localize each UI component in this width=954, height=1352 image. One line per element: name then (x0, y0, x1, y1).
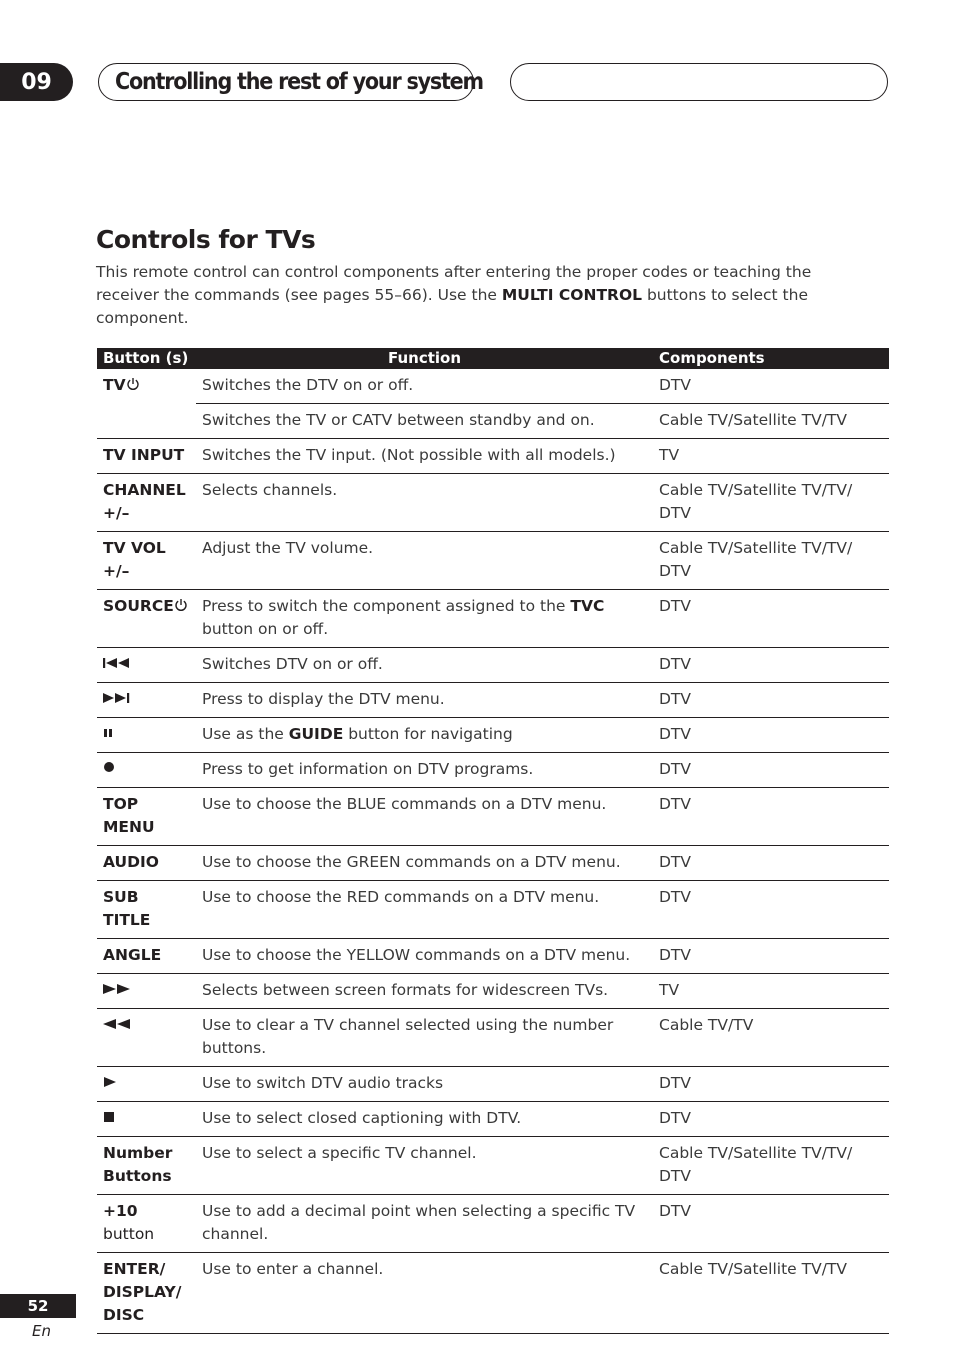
table-row (97, 718, 889, 753)
function-cell: Use to choose the RED commands on a DTV menu. (196, 881, 653, 939)
button-cell: ENTER/ DISPLAY/ DISC (97, 1253, 196, 1334)
table-row (97, 788, 889, 846)
button-cell: TOP MENU (97, 788, 196, 846)
header-button: Button (s) (97, 348, 196, 369)
function-cell: Use to select closed captioning with DTV. (196, 1102, 653, 1137)
function-bold-term: TVC (570, 597, 605, 615)
function-cell: Press to get information on DTV programs. (196, 753, 653, 788)
fast-forward-icon (103, 983, 133, 995)
record-icon (103, 760, 117, 774)
next-track-icon (103, 692, 133, 704)
stop-icon (103, 1111, 115, 1123)
function-text: Press to switch the component assigned to the (202, 597, 571, 615)
components-cell: Cable TV/Satellite TV/TV/ DTV (653, 532, 889, 590)
button-cell: TV VOL +/– (97, 532, 196, 590)
button-cell (97, 683, 196, 718)
chapter-number-badge: 09 (0, 63, 73, 101)
button-label: +10 (103, 1202, 138, 1220)
function-cell: Switches the TV or CATV between standby and on. (196, 404, 653, 439)
function-text: button for navigating (343, 725, 513, 743)
power-icon (174, 598, 188, 612)
function-cell: Adjust the TV volume. (196, 532, 653, 590)
components-cell: TV (653, 439, 889, 474)
pause-icon (103, 727, 115, 739)
button-label: TV (103, 376, 126, 394)
components-cell: DTV (653, 648, 889, 683)
section-heading: Controls for TVs (96, 225, 316, 254)
button-cell: TV INPUT (97, 439, 196, 474)
function-cell: Switches the DTV on or off. (196, 369, 653, 404)
table-row (97, 846, 889, 881)
play-icon (103, 1076, 117, 1088)
components-cell: DTV (653, 881, 889, 939)
components-cell: DTV (653, 590, 889, 648)
table-header-row (97, 348, 889, 369)
table-row (97, 532, 889, 590)
components-cell: DTV (653, 1102, 889, 1137)
table-row (97, 1253, 889, 1334)
components-cell: DTV (653, 939, 889, 974)
components-cell: DTV (653, 1195, 889, 1253)
button-label-suffix: button (103, 1225, 155, 1243)
button-cell (97, 1009, 196, 1067)
function-bold-term: GUIDE (288, 725, 344, 743)
table-row (97, 1137, 889, 1195)
function-cell: Selects channels. (196, 474, 653, 532)
button-cell: CHANNEL +/– (97, 474, 196, 532)
button-label: SOURCE (103, 597, 174, 615)
table-row (97, 474, 889, 532)
table-row (97, 881, 889, 939)
function-cell: Use to switch DTV audio tracks (196, 1067, 653, 1102)
button-cell: SUB TITLE (97, 881, 196, 939)
intro-text-start: This remote control can control components after entering the proper codes or teaching the receiver the commands (see pages 55–66). Use the (96, 263, 812, 304)
intro-text-end: buttons to select the component. (96, 286, 808, 327)
button-cell (97, 1102, 196, 1137)
button-cell: ANGLE (97, 939, 196, 974)
header-function: Function (196, 348, 653, 369)
power-icon (126, 377, 140, 391)
button-cell (97, 718, 196, 753)
function-text: Use as the (202, 725, 289, 743)
intro-paragraph (96, 261, 856, 330)
table-row (97, 683, 889, 718)
components-cell: Cable TV/Satellite TV/TV/ DTV (653, 1137, 889, 1195)
components-cell: Cable TV/TV (653, 1009, 889, 1067)
components-cell: Cable TV/Satellite TV/TV (653, 404, 889, 439)
button-cell (97, 753, 196, 788)
function-cell: Selects between screen formats for widescreen TVs. (196, 974, 653, 1009)
function-cell: Use to choose the BLUE commands on a DTV menu. (196, 788, 653, 846)
function-cell: Use to choose the GREEN commands on a DTV menu. (196, 846, 653, 881)
table-row (97, 648, 889, 683)
header-components: Components (653, 348, 889, 369)
header-blank-frame (510, 63, 888, 101)
controls-table (97, 348, 889, 1334)
components-cell: DTV (653, 788, 889, 846)
table-row (97, 590, 889, 648)
components-cell: DTV (653, 683, 889, 718)
components-cell: TV (653, 974, 889, 1009)
function-text: button on or off. (202, 620, 329, 638)
function-cell: Use to clear a TV channel selected using the number buttons. (196, 1009, 653, 1067)
button-cell (97, 974, 196, 1009)
button-cell (97, 1067, 196, 1102)
components-cell: Cable TV/Satellite TV/TV (653, 1253, 889, 1334)
chapter-title: Controlling the rest of your system (98, 63, 474, 101)
function-cell (196, 590, 653, 648)
rewind-icon (103, 1018, 133, 1030)
components-cell: DTV (653, 1067, 889, 1102)
table-row (97, 1102, 889, 1137)
table-row (97, 1067, 889, 1102)
function-cell: Press to display the DTV menu. (196, 683, 653, 718)
function-cell: Switches the TV input. (Not possible with all models.) (196, 439, 653, 474)
previous-track-icon (103, 657, 133, 669)
table-row (97, 1009, 889, 1067)
components-cell: DTV (653, 846, 889, 881)
table-row (97, 439, 889, 474)
language-code: En (32, 1322, 51, 1340)
button-cell (97, 1195, 196, 1253)
components-cell: DTV (653, 718, 889, 753)
table-row (97, 939, 889, 974)
function-cell: Switches DTV on or off. (196, 648, 653, 683)
button-cell (97, 369, 196, 439)
table-row (97, 369, 889, 404)
function-cell: Use to select a specific TV channel. (196, 1137, 653, 1195)
button-cell (97, 590, 196, 648)
function-cell (196, 718, 653, 753)
components-cell: DTV (653, 369, 889, 404)
button-cell: Number Buttons (97, 1137, 196, 1195)
table-row (97, 753, 889, 788)
page-number: 52 (0, 1294, 76, 1318)
function-cell: Use to enter a channel. (196, 1253, 653, 1334)
function-cell: Use to add a decimal point when selecting a specific TV channel. (196, 1195, 653, 1253)
table-row (97, 1195, 889, 1253)
button-cell (97, 648, 196, 683)
table-row (97, 974, 889, 1009)
intro-bold-term: MULTI CONTROL (501, 286, 643, 304)
button-cell: AUDIO (97, 846, 196, 881)
components-cell: DTV (653, 753, 889, 788)
table-row (97, 404, 889, 439)
components-cell: Cable TV/Satellite TV/TV/ DTV (653, 474, 889, 532)
function-cell: Use to choose the YELLOW commands on a DTV menu. (196, 939, 653, 974)
